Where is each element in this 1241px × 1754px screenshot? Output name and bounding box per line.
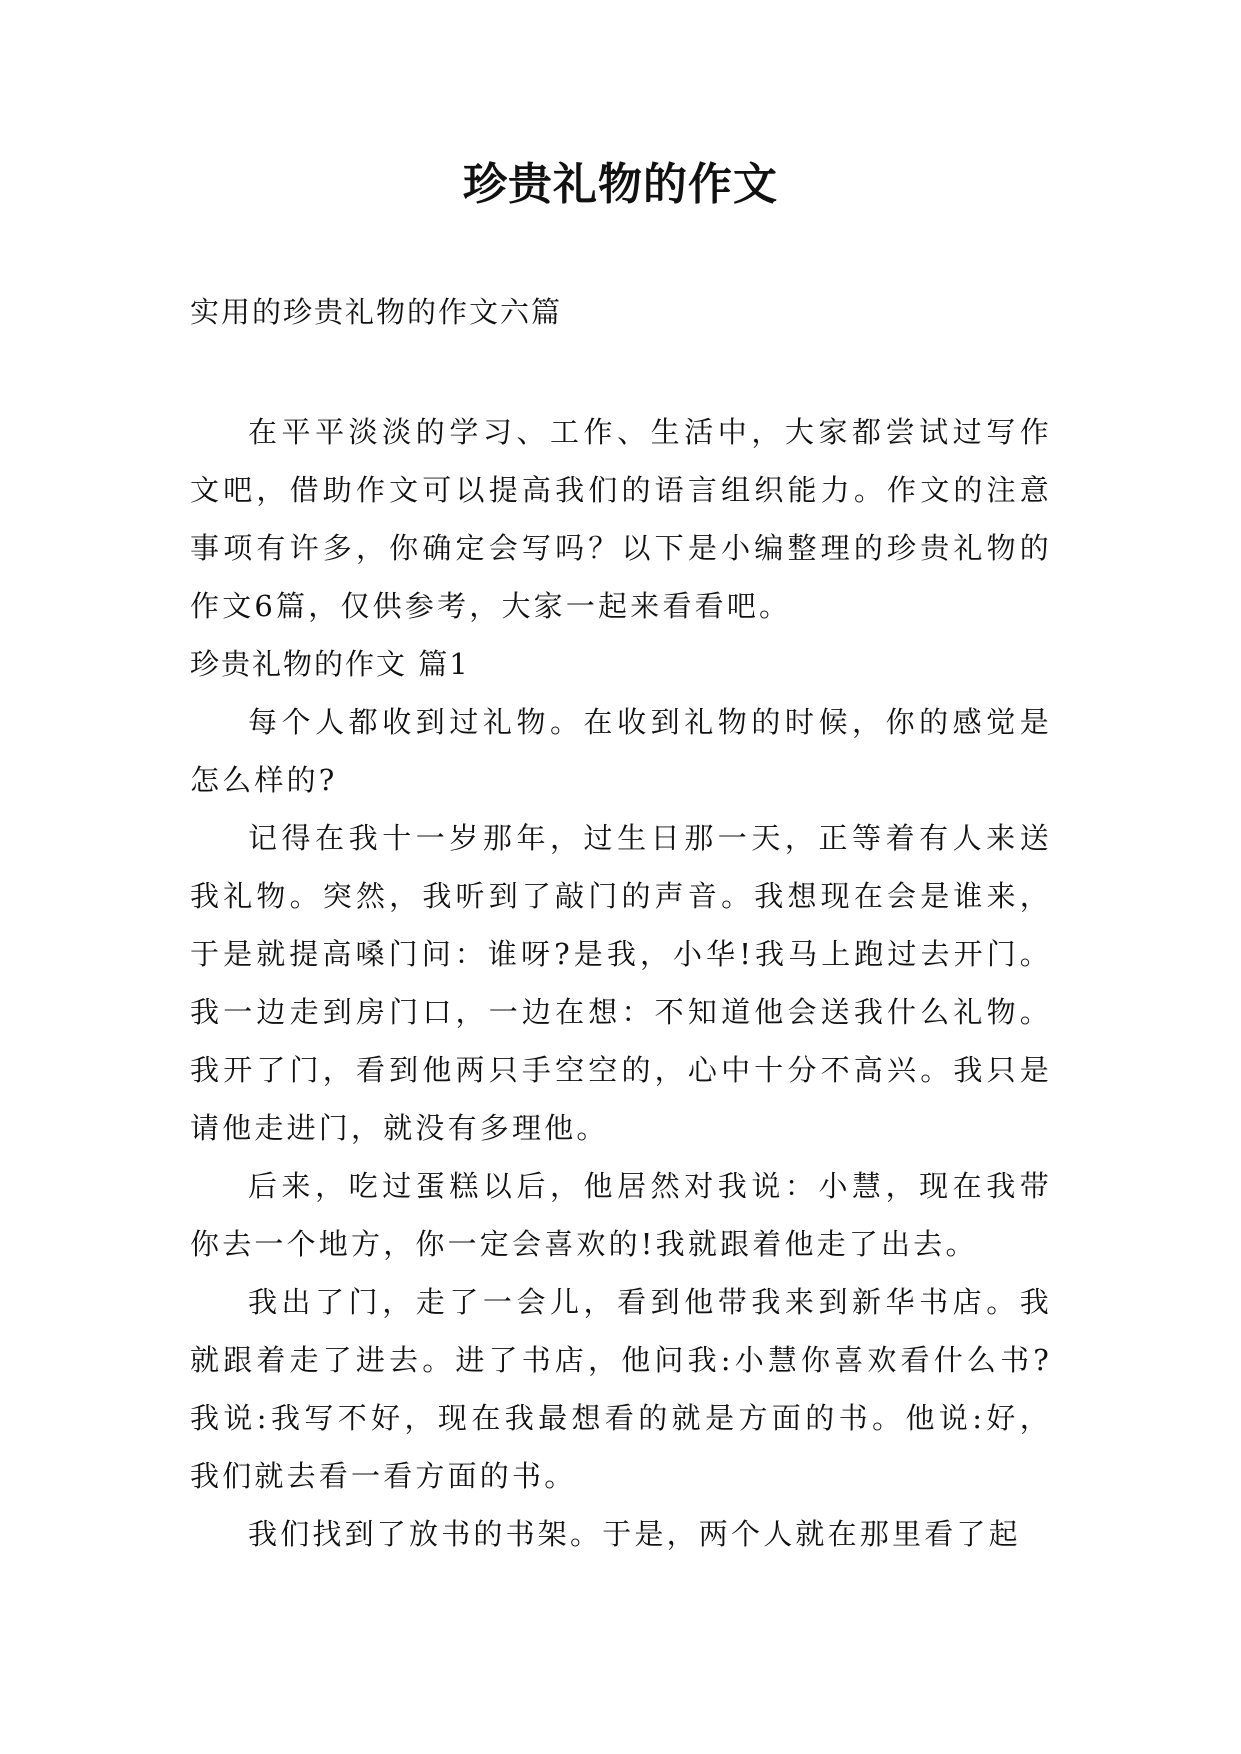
document-body (190, 403, 1052, 1563)
document-title: 珍贵礼物的作文 (463, 159, 778, 210)
body-paragraph: 我们找到了放书的书架。于是，两个人就在那里看了起 (248, 1517, 1021, 1551)
body-paragraph: 后来，吃过蛋糕以后，他居然对我说：小慧，现在我带你去一个地方，你一定会喜欢的!我就跟着他走了出去。 (190, 1169, 1052, 1261)
document-subtitle: 实用的珍贵礼物的作文六篇 (190, 295, 563, 329)
intro-paragraph: 在平平淡淡的学习、工作、生活中，大家都尝试过写作文吧，借助作文可以提高我们的语言组织能力。作文的注意事项有许多，你确定会写吗？以下是小编整理的珍贵礼物的作文6篇，仅供参考，大家一起来看看吧。 (190, 415, 1052, 623)
body-paragraph: 记得在我十一岁那年，过生日那一天，正等着有人来送我礼物。突然，我听到了敲门的声音。我想现在会是谁来，于是就提高嗓门问：谁呀?是我，小华!我马上跑过去开门。我一边走到房门口，一边在想：不知道他会送我什么礼物。我开了门，看到他两只手空空的，心中十分不高兴。我只是请他走进门，就没有多理他。 (190, 821, 1052, 1145)
body-paragraph: 每个人都收到过礼物。在收到礼物的时候，你的感觉是怎么样的? (190, 705, 1052, 797)
body-paragraph: 我出了门，走了一会儿，看到他带我来到新华书店。我就跟着走了进去。进了书店，他问我:小慧你喜欢看什么书?我说:我写不好，现在我最想看的就是方面的书。他说:好，我们就去看一看方面的书。 (190, 1285, 1052, 1493)
section-heading: 珍贵礼物的作文 篇1 (190, 647, 470, 681)
